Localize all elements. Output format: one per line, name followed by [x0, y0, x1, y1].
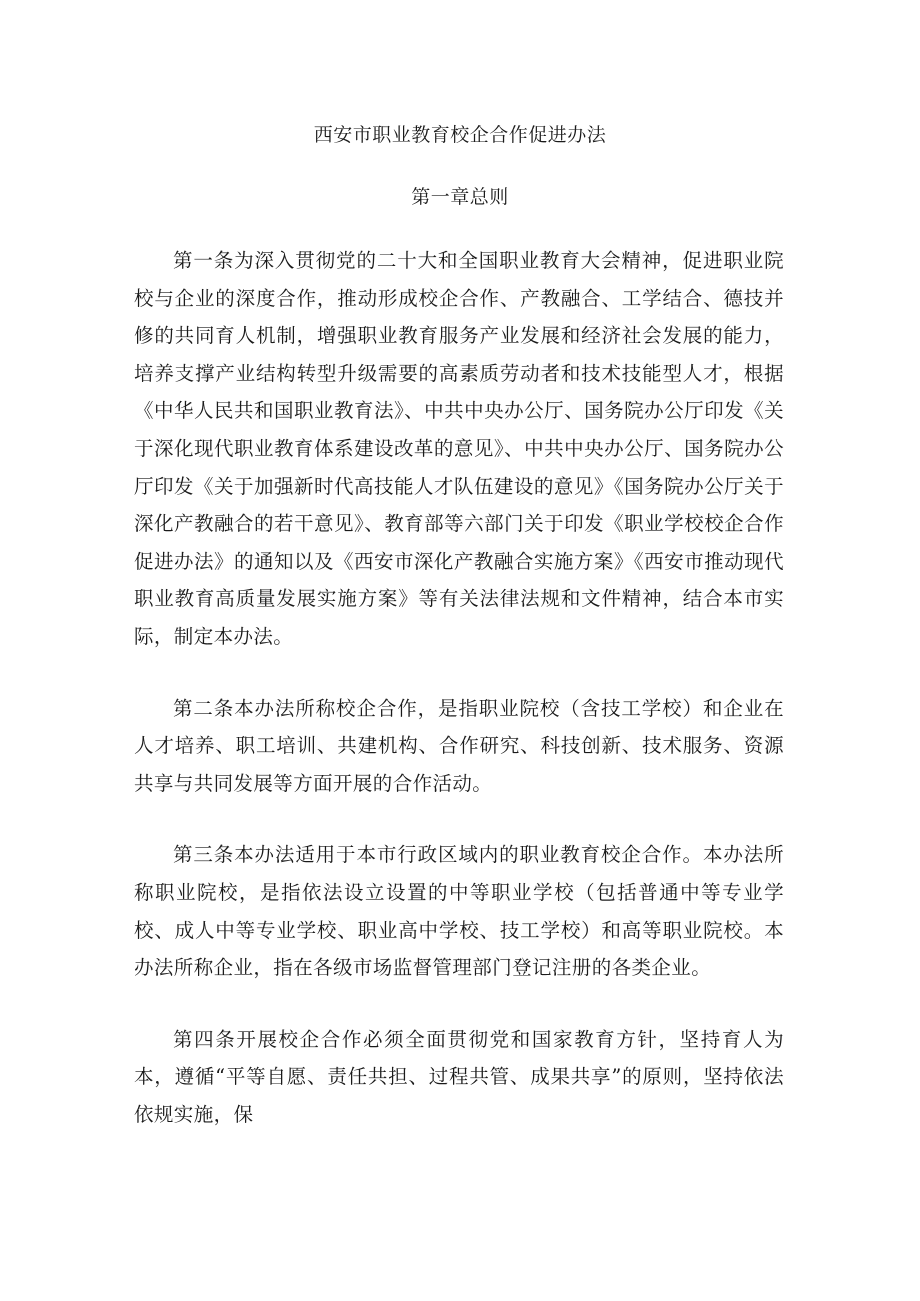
article-4-paragraph: 第四条开展校企合作必须全面贯彻党和国家教育方针，坚持育人为本，遵循“平等自愿、责任共担、过程共管、成果共享”的原则，坚持依法依规实施，保	[134, 1027, 784, 1126]
chapter-title: 第一章总则	[411, 186, 509, 208]
article-1-paragraph: 第一条为深入贯彻党的二十大和全国职业教育大会精神，促进职业院校与企业的深度合作，推动形成校企合作、产教融合、工学结合、德技并修的共同育人机制，增强职业教育服务产业发展和经济社会发展的能力，培养支撑产业结构转型升级需要的高素质劳动者和技术技能型人才，根据《中华人民共和国职业教育法》、中共中央办公厅、国务院办公厅印发《关于深化现代职业教育体系建设改革的意见》、中共中央办公厅、国务院办公厅印发《关于加强新时代高技能人才队伍建设的意见》《国务院办公厅关于深化产教融合的若干意见》、教育部等六部门关于印发《职业学校校企合作促进办法》的通知以及《西安市深化产教融合实施方案》《西安市推动现代职业教育高质量发展实施方案》等有关法律法规和文件精神，结合本市实际，制定本办法。	[134, 249, 784, 648]
article-3-paragraph: 第三条本办法适用于本市行政区域内的职业教育校企合作。本办法所称职业院校，是指依法设立设置的中等职业学校（包括普通中等专业学校、成人中等专业学校、职业高中学校、技工学校）和高等职业院校。本办法所称企业，指在各级市场监督管理部门登记注册的各类企业。	[134, 843, 784, 980]
article-2-paragraph: 第二条本办法所称校企合作，是指职业院校（含技工学校）和企业在人才培养、职工培训、共建机构、合作研究、科技创新、技术服务、资源共享与共同发展等方面开展的合作活动。	[134, 696, 784, 795]
document-body	[134, 242, 784, 1167]
document-title: 西安市职业教育校企合作促进办法	[313, 124, 607, 146]
